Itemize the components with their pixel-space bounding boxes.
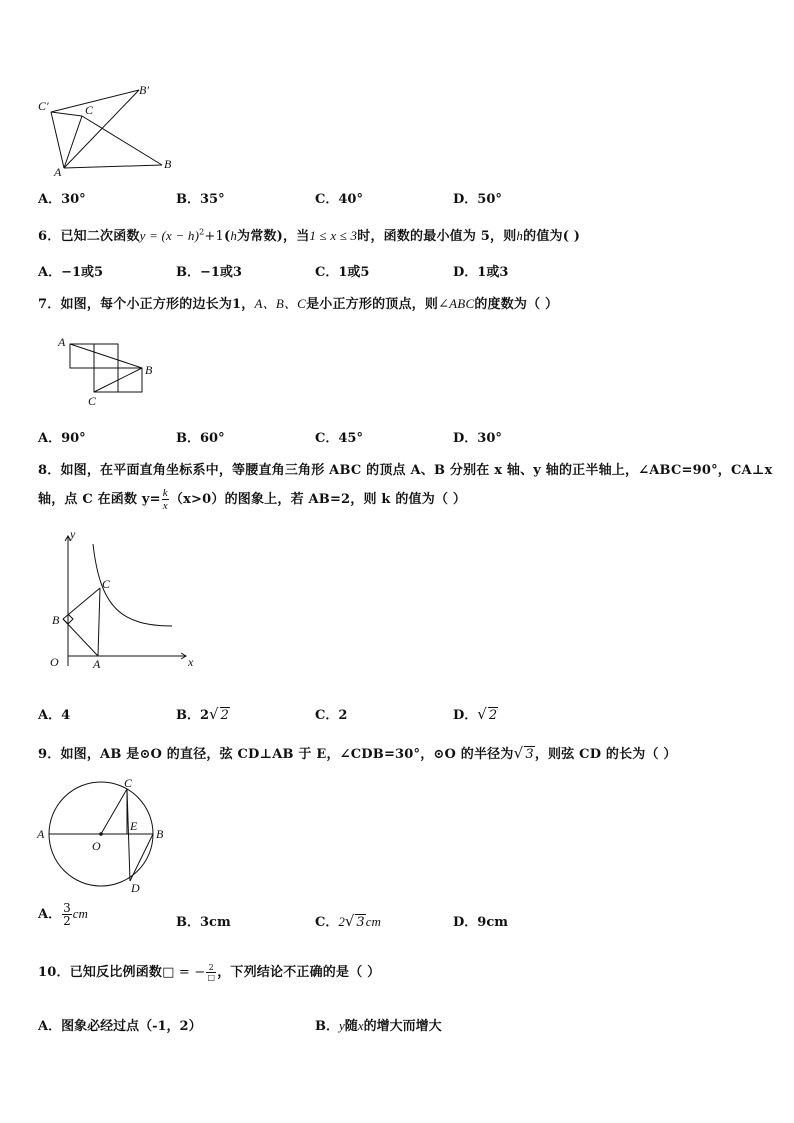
q7-label-a: A	[58, 335, 66, 349]
question-7: 7．如图，每个小正方形的边长为1，A、B、C是小正方形的顶点，则∠ABC的度数为（ ）	[38, 296, 559, 312]
q8-label-y: y	[70, 527, 76, 541]
q7-option-d[interactable]: D．30°	[453, 431, 502, 446]
question-9: 9．如图，AB 是⊙O 的直径，弦 CD⊥AB 于 E，∠CDB=30°，⊙O 的半径为√ 3，则弦 CD 的长为（ ）	[38, 744, 677, 762]
q9-label-b: B	[156, 827, 164, 841]
q8-option-d[interactable]: D．√ 2	[453, 705, 498, 723]
q6-option-b[interactable]: B．−1或3	[176, 265, 242, 280]
q6-option-a[interactable]: A．−1或5	[38, 265, 104, 280]
q8-label-c: C	[102, 577, 111, 591]
question-6: 6．已知二次函数$y = (x - h)^2+1(h$为常数)，当1 ≤ x ≤ 3时，函数的最小值为 5，则h的值为( )	[38, 227, 581, 244]
label-b-prime: B′	[139, 83, 149, 97]
q5-option-c[interactable]: C．40°	[315, 192, 363, 207]
q9-label-c: C	[124, 778, 133, 790]
q8-option-c[interactable]: C．2	[315, 708, 348, 723]
q5-option-b[interactable]: B．35°	[176, 192, 225, 207]
label-c-prime: C′	[38, 99, 49, 113]
label-b: B	[164, 157, 172, 171]
q8-figure	[40, 526, 200, 672]
q5-option-d[interactable]: D．50°	[453, 192, 502, 207]
q8-label-b: B	[52, 613, 60, 627]
q9-label-d: D	[131, 881, 140, 895]
q10-option-a[interactable]: A．图象必经过点（-1，2）	[38, 1019, 202, 1034]
q7-option-a[interactable]: A．90°	[38, 431, 86, 446]
q9-option-b[interactable]: B．3cm	[176, 915, 231, 930]
q6-option-d[interactable]: D．1或3	[453, 265, 509, 280]
q7-option-c[interactable]: C．45°	[315, 431, 363, 446]
q8-label-x: x	[188, 655, 194, 669]
q6-option-c[interactable]: C．1或5	[315, 265, 370, 280]
q8-label-a: A	[93, 657, 101, 671]
label-c: C	[85, 103, 94, 117]
q9-option-a[interactable]: A． $\frac{3}{2}$ cm	[38, 901, 88, 928]
q8-label-o: O	[50, 655, 59, 669]
q8-option-b[interactable]: B．2√ 2	[176, 705, 229, 723]
q7-figure	[56, 334, 166, 410]
q7-label-b: B	[145, 363, 153, 377]
question-8-line2: 轴，点 C 在函数 y= $\frac{k}{x}$ （x>0）的图象上，若 AB=2，则 k 的值为（ ）	[38, 487, 467, 512]
q9-label-a: A	[37, 827, 45, 841]
q9-option-c[interactable]: C．2√ 3cm	[315, 912, 381, 930]
label-a: A	[54, 165, 62, 179]
q9-label-o: O	[92, 839, 101, 853]
question-10: 10．已知反比例函数□ = − $\frac{2}{□}$ ，下列结论不正确的是（ ）	[38, 963, 381, 982]
q5-option-a[interactable]: A．30°	[38, 192, 86, 207]
q9-option-d[interactable]: D．9cm	[453, 915, 508, 930]
q5-figure	[34, 80, 194, 180]
question-8-line1: 8．如图，在平面直角坐标系中，等腰直角三角形 ABC 的顶点 A、B 分别在 x 轴、y 轴的正半轴上，∠ABC=90°，CA⊥x	[38, 463, 773, 478]
q9-label-e: E	[130, 819, 138, 833]
q7-label-c: C	[88, 394, 97, 408]
q7-option-b[interactable]: B．60°	[176, 431, 225, 446]
q9-figure	[34, 778, 174, 896]
q10-option-b[interactable]: B．y随x的增大而增大	[315, 1018, 442, 1034]
q8-option-a[interactable]: A．4	[38, 708, 71, 723]
